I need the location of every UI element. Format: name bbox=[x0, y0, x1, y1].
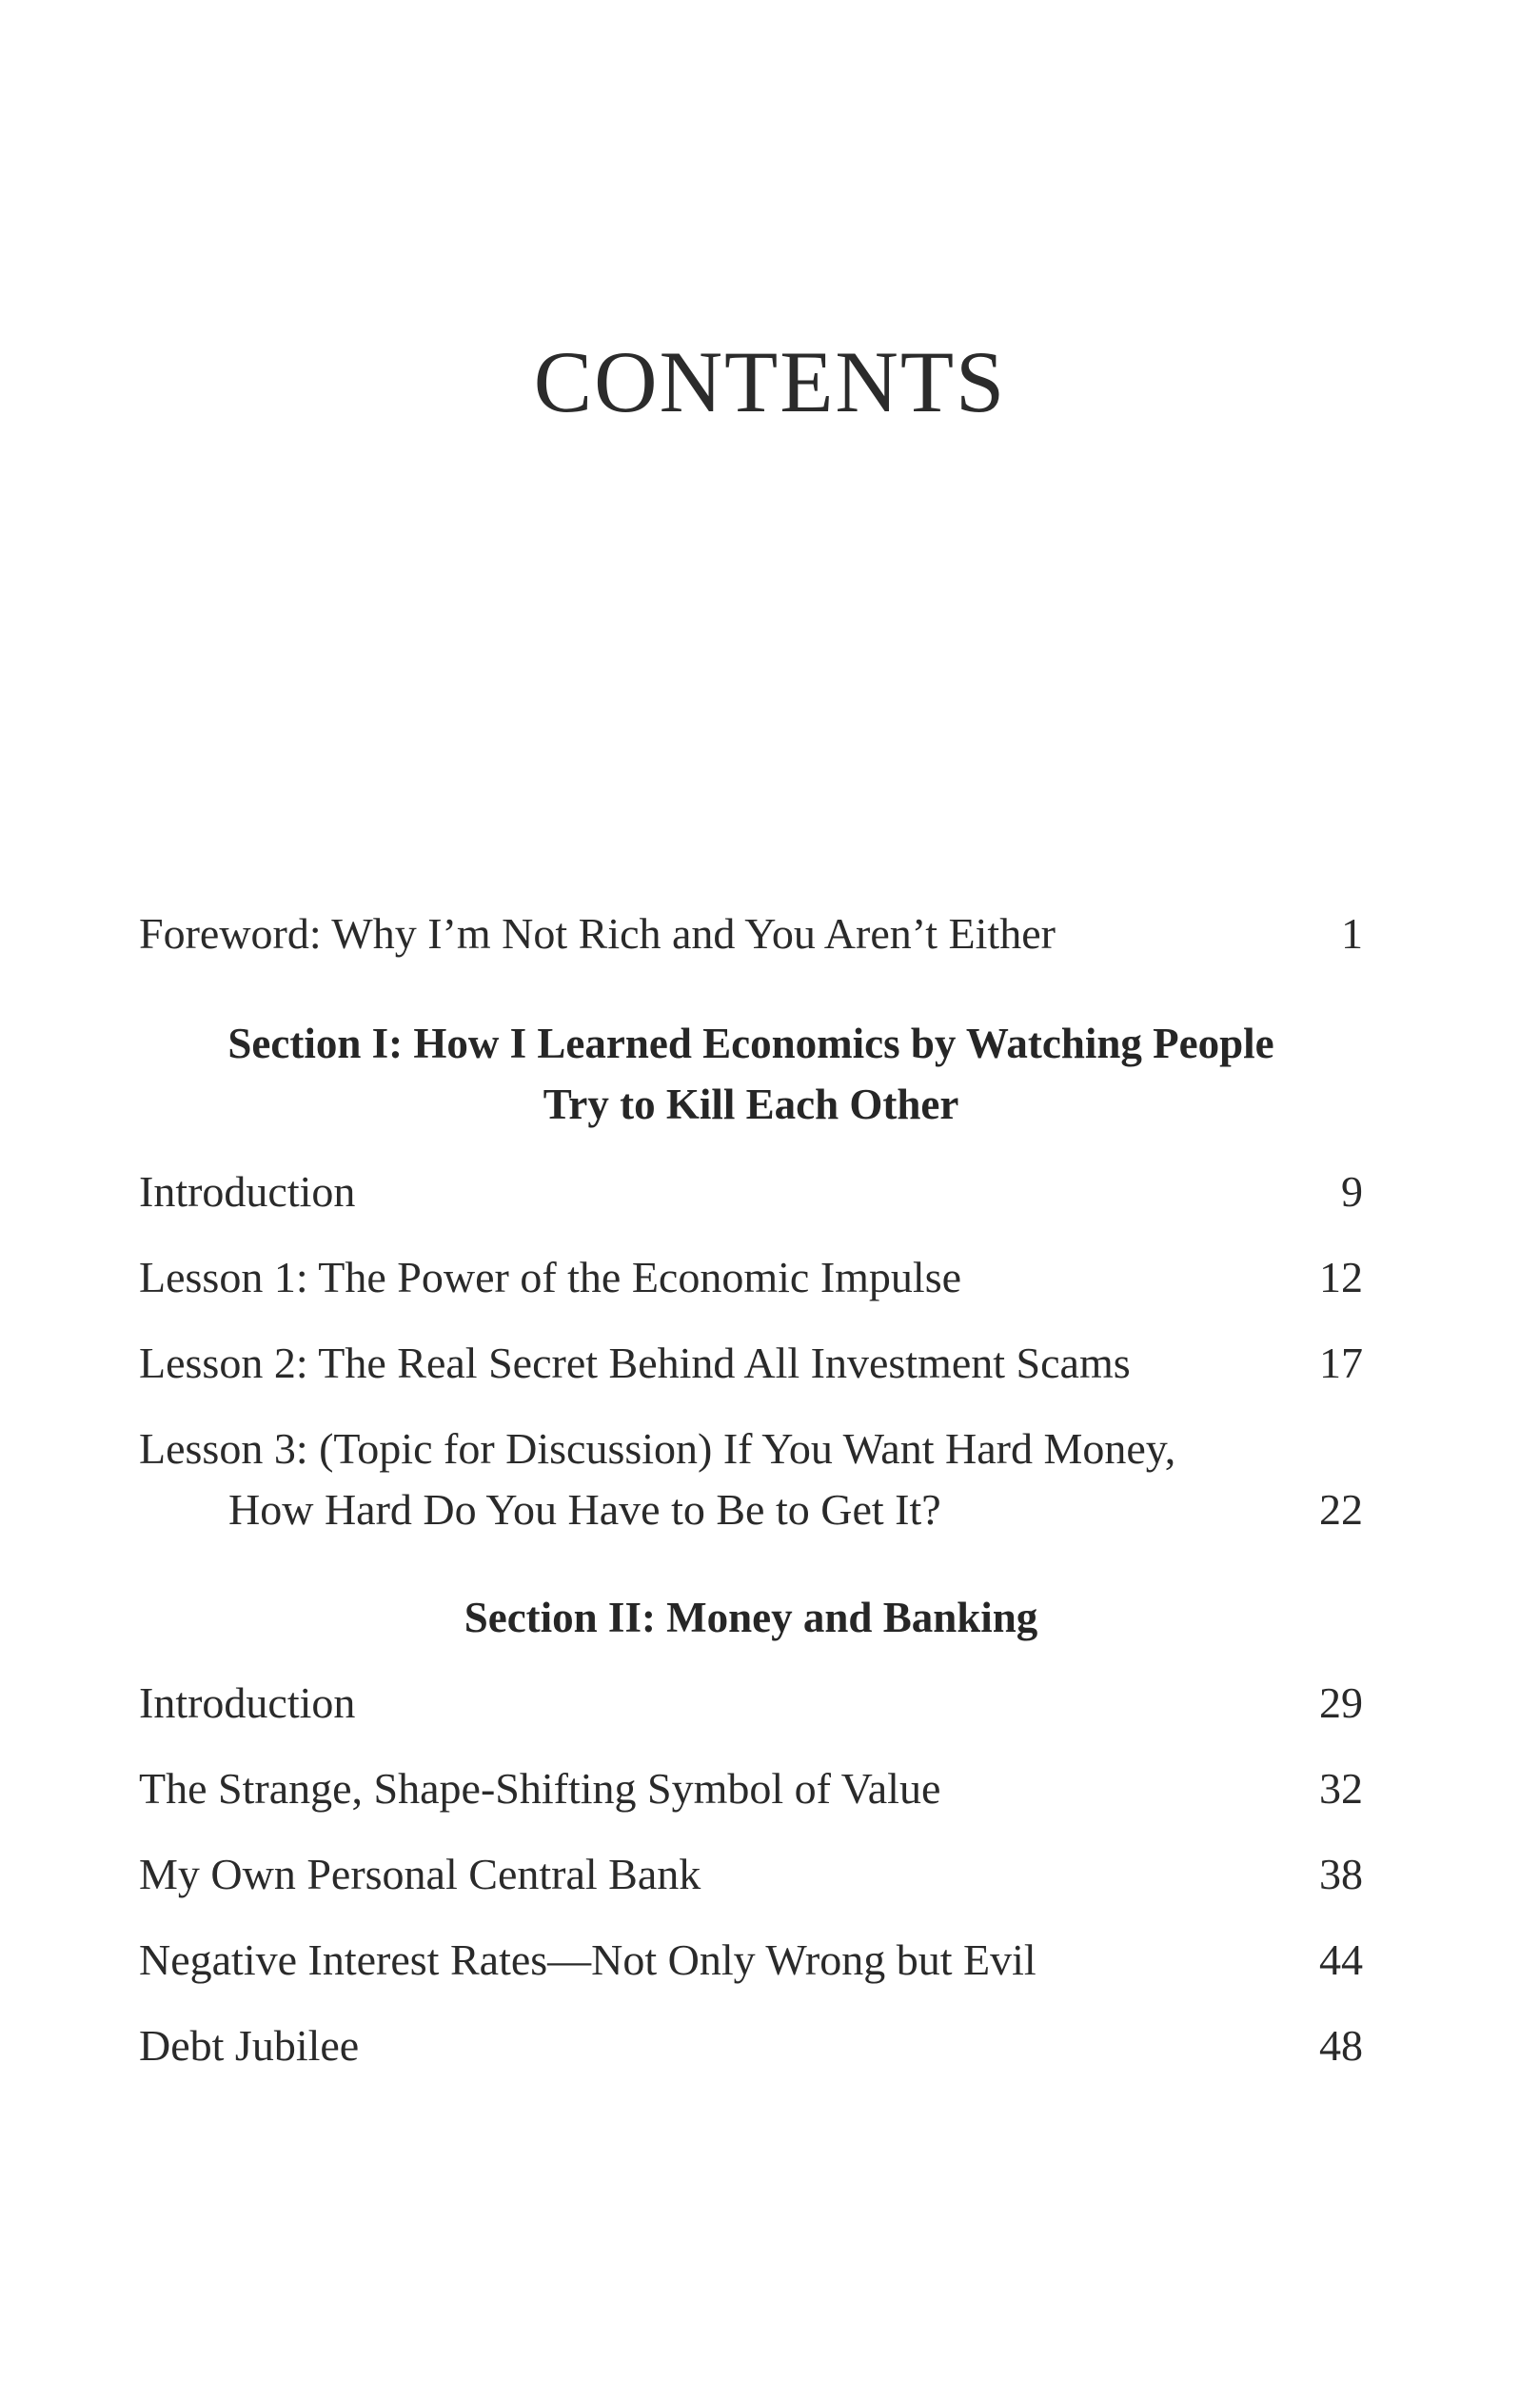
toc-entry-introduction-1[interactable] bbox=[139, 1161, 1363, 1222]
toc-entry-central-bank[interactable] bbox=[139, 1844, 1363, 1905]
section-heading-line: Section I: How I Learned Economics by Watching People bbox=[227, 1020, 1274, 1067]
section-heading-2 bbox=[139, 1587, 1363, 1648]
toc-entry-debt-jubilee[interactable] bbox=[139, 2015, 1363, 2076]
toc-page-number: 9 bbox=[1341, 1167, 1363, 1216]
toc-entry-title: Introduction bbox=[139, 1678, 356, 1727]
toc-entry-title: My Own Personal Central Bank bbox=[139, 1850, 701, 1898]
toc-page-number: 38 bbox=[1319, 1850, 1363, 1898]
toc-page-number: 12 bbox=[1319, 1253, 1363, 1301]
toc-page-number: 32 bbox=[1319, 1764, 1363, 1813]
section-heading-line: Try to Kill Each Other bbox=[543, 1081, 959, 1128]
section-heading-line: Section II: Money and Banking bbox=[464, 1594, 1038, 1641]
toc-entry-title: Lesson 2: The Real Secret Behind All Investment Scams bbox=[139, 1339, 1131, 1387]
toc-entry-symbol-of-value[interactable] bbox=[139, 1758, 1363, 1819]
toc-entry-negative-interest[interactable] bbox=[139, 1930, 1363, 1991]
section-heading-1 bbox=[139, 1013, 1363, 1135]
toc-entry-title: Negative Interest Rates—Not Only Wrong but Evil bbox=[139, 1935, 1037, 1984]
toc-entry-title: The Strange, Shape-Shifting Symbol of Value bbox=[139, 1764, 941, 1813]
toc-entry-title: Lesson 1: The Power of the Economic Impulse bbox=[139, 1253, 962, 1301]
toc-page-number: 29 bbox=[1319, 1678, 1363, 1727]
toc-entry-title: Lesson 3: (Topic for Discussion) If You Want Hard Money, bbox=[139, 1424, 1176, 1473]
toc-entry-title-continued: How Hard Do You Have to Be to Get It? bbox=[228, 1485, 941, 1534]
toc-entry-lesson-1[interactable] bbox=[139, 1247, 1363, 1308]
toc-entry-lesson-2[interactable] bbox=[139, 1333, 1363, 1394]
toc-page-number: 44 bbox=[1319, 1935, 1363, 1984]
toc-entry-foreword[interactable] bbox=[139, 903, 1363, 964]
toc-page-number: 48 bbox=[1319, 2021, 1363, 2070]
toc-page-number: 17 bbox=[1319, 1339, 1363, 1387]
toc-entry-title: Foreword: Why I’m Not Rich and You Aren’t Either bbox=[139, 909, 1056, 958]
toc-entry-title: Debt Jubilee bbox=[139, 2021, 360, 2070]
toc-entry-title: Introduction bbox=[139, 1167, 356, 1216]
toc-page-number: 1 bbox=[1341, 909, 1363, 958]
page-title: CONTENTS bbox=[533, 333, 1007, 430]
toc-page-number: 22 bbox=[1319, 1485, 1363, 1534]
toc-entry-introduction-2[interactable] bbox=[139, 1673, 1363, 1734]
toc-entry-lesson-3[interactable] bbox=[139, 1419, 1363, 1540]
